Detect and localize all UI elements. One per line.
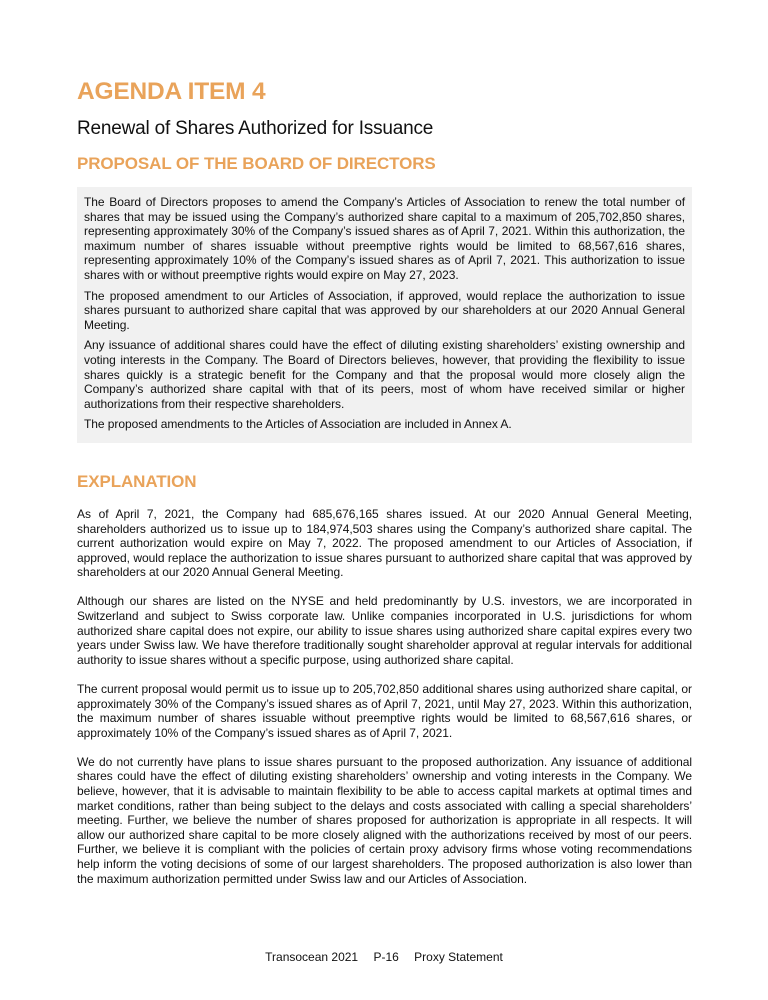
explanation-paragraph: The current proposal would permit us to issue up to 205,702,850 additional shares using authorized share capital, or approximately 30% of the Company’s issued shares as of April 7, 2021, until May 27, 2023. Within this authorization, the maximum number of shares issuable without preemptive rights would be limited to 68,567,616 shares, or approximately 10% of the Company’s issued shares as of April 7, 2021. [77, 681, 692, 740]
explanation-paragraph: As of April 7, 2021, the Company had 685,676,165 shares issued. At our 2020 Annual General Meeting, shareholders authorized us to issue up to 184,974,503 shares using the Company’s authorized share capital. The current authorization would expire on May 7, 2022. The proposed amendment to our Articles of Association, if approved, would replace the authorization to issue shares pursuant to authorized share capital that was approved by shareholders at our 2020 Annual General Meeting. [77, 507, 692, 580]
proposal-paragraph: The proposed amendments to the Articles of Association are included in Annex A. [84, 417, 512, 432]
proposal-paragraph: The proposed amendment to our Articles of Association, if approved, would replace the authorization to issue shares pursuant to authorized share capital that was approved by our shareholders at our 2020 Annual General Meeting. [84, 288, 685, 332]
footer-page-number: P-16 [373, 950, 399, 964]
proposal-box [77, 187, 692, 443]
explanation-paragraph: We do not currently have plans to issue shares pursuant to the proposed authorization. Any issuance of additional shares could have the effect of diluting existing shareholders’ ownership and voting interests in the Company. We believe, however, that it is advisable to maintain flexibility to be able to access capital markets at optimal times and market conditions, rather than being subject to the delays and costs associated with calling a special shareholders’ meeting. Further, we believe the number of shares proposed for authorization is appropriate in all respects. It will allow our authorized share capital to be more closely aligned with the authorizations received by most of our peers. Further, we believe it is compliant with the policies of certain proxy advisory firms whose voting recommendations help inform the voting decisions of some of our largest shareholders. The proposed authorization is also lower than the maximum authorization permitted under Swiss law and our Articles of Association. [77, 754, 692, 886]
agenda-title: AGENDA ITEM 4 [77, 78, 266, 105]
explanation-paragraph: Although our shares are listed on the NYSE and held predominantly by U.S. investors, we are incorporated in Switzerland and subject to Swiss corporate law. Unlike companies incorporated in U.S. jurisdictions for whom authorized share capital does not expire, our ability to issue shares using authorized share capital expires every two years under Swiss law. We have therefore traditionally sought shareholder approval at regular intervals for additional authority to issue shares without a specific purpose, using authorized share capital. [77, 594, 692, 667]
explanation-body [77, 507, 692, 901]
explanation-heading: EXPLANATION [77, 472, 197, 491]
proposal-heading: PROPOSAL OF THE BOARD OF DIRECTORS [77, 154, 436, 173]
subtitle: Renewal of Shares Authorized for Issuance [77, 118, 434, 139]
footer-document: Proxy Statement [414, 950, 503, 964]
proposal-paragraph: Any issuance of additional shares could have the effect of diluting existing shareholders’ existing ownership and voting interests in the Company. The Board of Directors believes, however, that providing the flexibility to issue shares quickly is a strategic benefit for the Company and that the proposal would more closely align the Company’s authorized share capital with that of its peers, most of whom have received similar or higher authorizations from their respective shareholders. [84, 338, 685, 411]
footer-company: Transocean 2021 [265, 950, 359, 964]
page-footer [0, 950, 768, 964]
proposal-paragraph: The Board of Directors proposes to amend the Company’s Articles of Association to renew the total number of shares that may be issued using the Company’s authorized share capital to a maximum of 205,702,850 shares, representing approximately 30% of the Company’s issued shares as of April 7, 2021. Within this authorization, the maximum number of shares issuable without preemptive rights would be limited to 68,567,616 shares, representing approximately 10% of the Company’s issued shares as of April 7, 2021. This authorization to issue shares with or without preemptive rights would expire on May 27, 2023. [84, 195, 685, 282]
